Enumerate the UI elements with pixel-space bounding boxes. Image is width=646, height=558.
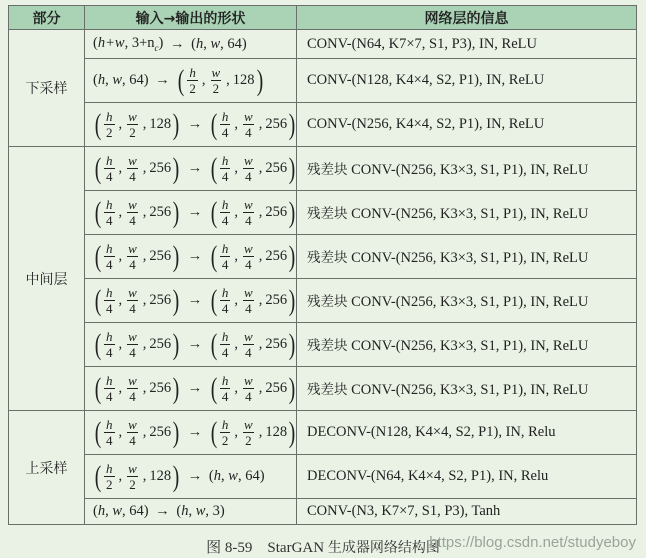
- shape-cell: (h, w, 64) → ( $\frac{h}{2}$ , $\frac{w}{2}$ , 128): [85, 59, 297, 103]
- table-row: [9, 411, 637, 455]
- layer-info: 残差块 CONV-(N256, K3×3, S1, P1), IN, ReLU: [297, 279, 637, 323]
- network-table: [8, 5, 637, 525]
- table-row: [9, 455, 637, 499]
- shape-input: (h+w, $3+n_c$): [93, 35, 164, 53]
- shape-cell: ( $\frac{h}{4}$ , $\frac{w}{4}$ , 256) → ( $\frac{h}{4}$ , $\frac{w}{4}$ , 256): [85, 191, 297, 235]
- table-row: [9, 30, 637, 59]
- shape-cell: ( $\frac{h}{4}$ , $\frac{w}{4}$ , 256) → ( $\frac{h}{2}$ , $\frac{w}{2}$ , 128): [85, 411, 297, 455]
- header-shape: 输入→输出的形状: [85, 6, 297, 30]
- table-row: [9, 323, 637, 367]
- shape-cell: ( $\frac{h}{4}$ , $\frac{w}{4}$ , 256) → ( $\frac{h}{4}$ , $\frac{w}{4}$ , 256): [85, 147, 297, 191]
- layer-info: 残差块 CONV-(N256, K3×3, S1, P1), IN, ReLU: [297, 323, 637, 367]
- shape-cell: [85, 30, 297, 59]
- shape-cell: ( $\frac{h}{4}$ , $\frac{w}{4}$ , 256) → ( $\frac{h}{4}$ , $\frac{w}{4}$ , 256): [85, 323, 297, 367]
- section-downsample: 下采样: [9, 30, 85, 147]
- table-row: [9, 279, 637, 323]
- layer-info: 残差块 CONV-(N256, K3×3, S1, P1), IN, ReLU: [297, 235, 637, 279]
- layer-info: CONV-(N64, K7×7, S1, P3), IN, ReLU: [297, 30, 637, 59]
- section-middle: 中间层: [9, 147, 85, 411]
- shape-cell: ( $\frac{h}{2}$ , $\frac{w}{2}$ , 128) → ( $\frac{h}{4}$ , $\frac{w}{4}$ , 256): [85, 103, 297, 147]
- table-row: [9, 235, 637, 279]
- layer-info: CONV-(N128, K4×4, S2, P1), IN, ReLU: [297, 59, 637, 103]
- caption-figure-number: 图 8-59: [206, 540, 253, 556]
- header-part: 部分: [9, 6, 85, 30]
- shape-output: (h, w, 64): [191, 35, 247, 52]
- layer-info: DECONV-(N128, K4×4, S2, P1), IN, Relu: [297, 411, 637, 455]
- shape-cell: ( $\frac{h}{2}$ , $\frac{w}{2}$ , 128) → (h, w, 64): [85, 455, 297, 499]
- layer-info: CONV-(N3, K7×7, S1, P3), Tanh: [297, 499, 637, 525]
- table-row: [9, 59, 637, 103]
- layer-info: DECONV-(N64, K4×4, S2, P1), IN, Relu: [297, 455, 637, 499]
- table-row: [9, 147, 637, 191]
- section-upsample: 上采样: [9, 411, 85, 525]
- watermark: https://blog.csdn.net/studyeboy: [429, 534, 636, 551]
- layer-info: 残差块 CONV-(N256, K3×3, S1, P1), IN, ReLU: [297, 147, 637, 191]
- caption-title-en: StarGAN: [267, 540, 325, 556]
- layer-info: 残差块 CONV-(N256, K3×3, S1, P1), IN, ReLU: [297, 191, 637, 235]
- layer-info: CONV-(N256, K4×4, S2, P1), IN, ReLU: [297, 103, 637, 147]
- table-row: [9, 191, 637, 235]
- shape-cell: ( $\frac{h}{4}$ , $\frac{w}{4}$ , 256) → ( $\frac{h}{4}$ , $\frac{w}{4}$ , 256): [85, 279, 297, 323]
- table-row: [9, 499, 637, 525]
- shape-cell: ( $\frac{h}{4}$ , $\frac{w}{4}$ , 256) → ( $\frac{h}{4}$ , $\frac{w}{4}$ , 256): [85, 367, 297, 411]
- layer-info: 残差块 CONV-(N256, K3×3, S1, P1), IN, ReLU: [297, 367, 637, 411]
- table-header-row: [9, 6, 637, 30]
- caption-title-zh: 生成器网络结构图: [327, 540, 440, 556]
- table-row: [9, 103, 637, 147]
- arrow: →: [169, 35, 185, 52]
- shape-cell: ( $\frac{h}{4}$ , $\frac{w}{4}$ , 256) → ( $\frac{h}{4}$ , $\frac{w}{4}$ , 256): [85, 235, 297, 279]
- header-layer: 网络层的信息: [297, 6, 637, 30]
- shape-cell: (h, w, 64) → (h, w, 3): [85, 499, 297, 525]
- table-row: [9, 367, 637, 411]
